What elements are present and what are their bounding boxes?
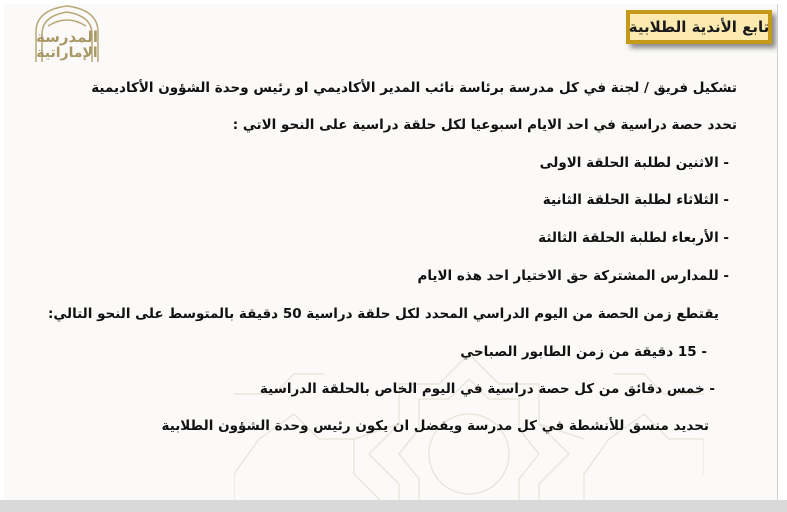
- slide-title-inner: [630, 14, 768, 40]
- logo-text-line1: المدرسة: [36, 28, 98, 46]
- slide-title-box: [626, 10, 772, 44]
- logo-text-line2: الإماراتية: [36, 45, 98, 61]
- list-item-monday: - الاثنين لطلبة الحلقة الاولى: [539, 155, 729, 171]
- text-line-weekly-period: تحدد حصة دراسية في احد الايام اسبوعيا لكل حلقة دراسية على النحو الاتي :: [232, 117, 737, 133]
- list-item-shared-schools: - للمدارس المشتركة حق الاختيار احد هذه الايام: [417, 268, 729, 284]
- text-line-coordinator: تحديد منسق للأنشطة في كل مدرسة ويفضل ان يكون رئيس وحدة الشؤون الطلابية: [161, 418, 709, 434]
- list-item-tuesday: - الثلاثاء لطلبة الحلقة الثانية: [542, 192, 729, 208]
- text-line-period-deduction: يقتطع زمن الحصة من اليوم الدراسي المحدد لكل حلقة دراسية 50 دقيقة بالمتوسط على النحو التالي:: [47, 306, 719, 322]
- list-item-morning-assembly: - 15 دقيقة من زمن الطابور الصباحي: [460, 344, 707, 360]
- list-item-wednesday: - الأربعاء لطلبة الحلقة الثالثة: [538, 230, 729, 246]
- slide: [4, 4, 778, 501]
- list-item-five-minutes: - خمس دقائق من كل حصة دراسية في اليوم الخاص بالحلقة الدراسية: [259, 381, 715, 397]
- slide-title: تابع الأندية الطلابية: [628, 18, 770, 36]
- bottom-strip: [0, 500, 787, 512]
- text-line-team-formation: تشكيل فريق / لجنة في كل مدرسة برئاسة نائب المدير الأكاديمي او رئيس وحدة الشؤون الأكاديمية: [91, 80, 737, 96]
- school-logo: [26, 4, 108, 66]
